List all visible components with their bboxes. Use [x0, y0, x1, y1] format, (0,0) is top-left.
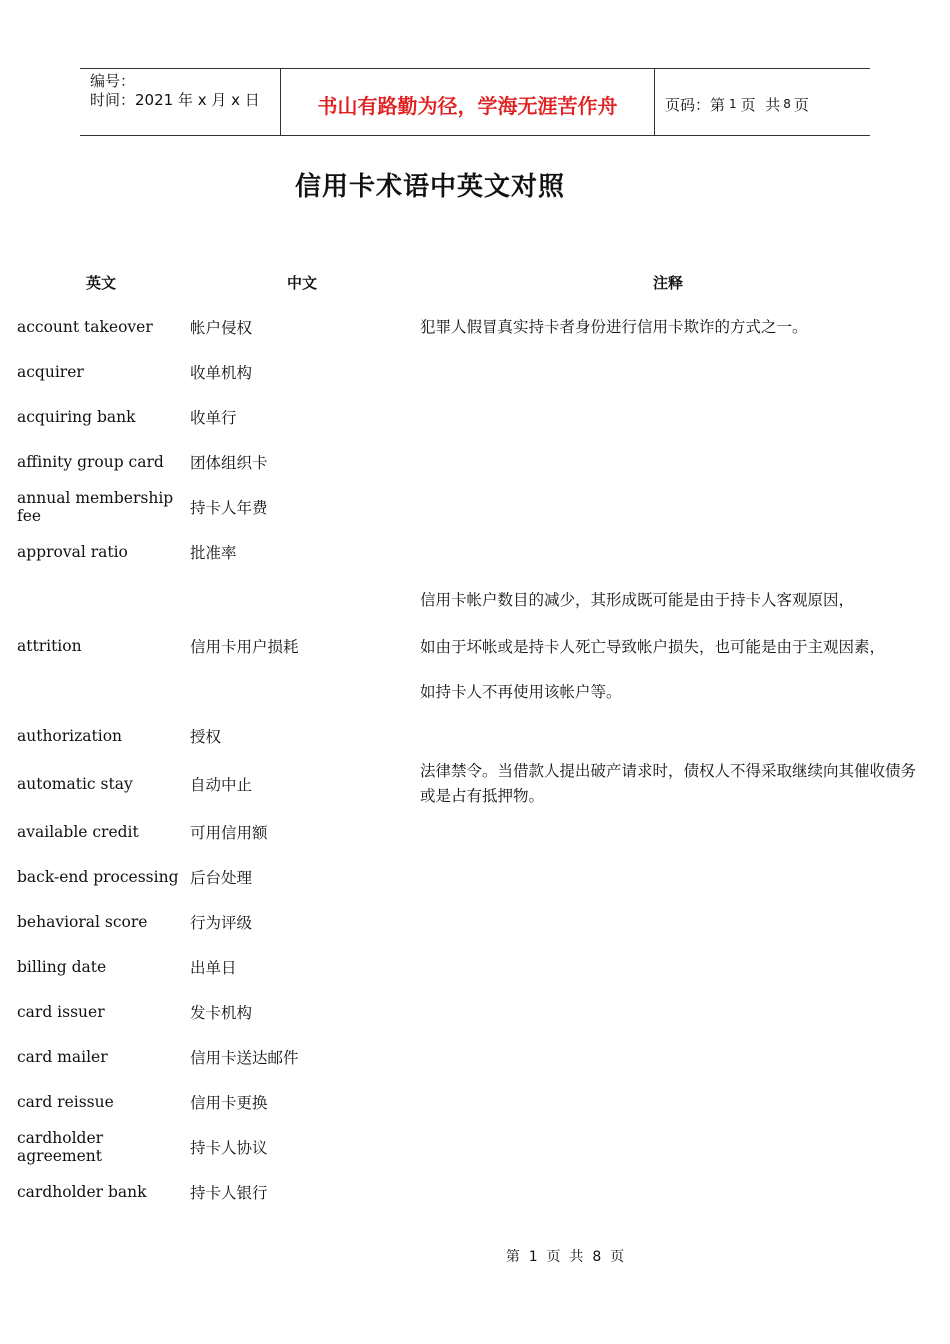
serial-label: 编号：: [90, 72, 136, 90]
term-english: acquiring bank: [17, 408, 136, 426]
term-chinese: 发卡机构: [190, 1004, 253, 1022]
term-english: acquirer: [17, 363, 84, 381]
table-row: [17, 361, 927, 383]
time-label: 时间：2021 年 x 月 x 日: [90, 91, 260, 109]
table-row: [17, 911, 927, 933]
term-chinese: 信用卡更换: [190, 1094, 268, 1112]
page-prefix: 页码：第: [665, 95, 726, 114]
table-row: [17, 1129, 927, 1165]
term-note: [420, 759, 925, 809]
table-row: [17, 406, 927, 428]
term-english: card reissue: [17, 1093, 114, 1111]
term-english: available credit: [17, 823, 139, 841]
header-meta: [80, 69, 281, 135]
term-chinese: 后台处理: [190, 869, 253, 887]
term-english: automatic stay: [17, 775, 133, 793]
term-english: card mailer: [17, 1048, 108, 1066]
header-page-number: [655, 69, 870, 135]
term-chinese: 出单日: [190, 959, 237, 977]
table-row: [17, 866, 927, 888]
term-english: attrition: [17, 637, 82, 655]
term-note: [420, 588, 925, 705]
column-header-english: 英文: [86, 274, 117, 292]
page-footer: 第 1 页 共 8 页: [505, 1249, 625, 1265]
term-english: back-end processing: [17, 868, 179, 886]
page-title: 信用卡术语中英文对照: [294, 172, 565, 202]
term-chinese: 收单机构: [190, 364, 253, 382]
term-chinese: 持卡人银行: [190, 1184, 268, 1202]
table-row: [17, 1181, 927, 1203]
column-header-chinese: 中文: [287, 274, 318, 292]
table-row: [17, 489, 927, 525]
note-line: 犯罪人假冒真实持卡者身份进行信用卡欺诈的方式之一。: [420, 317, 808, 336]
terms-table: [17, 316, 927, 1203]
term-english: cardholder agreement: [17, 1129, 104, 1165]
header-motto: 书山有路勤为径，学海无涯苦作舟: [281, 69, 655, 135]
term-english: billing date: [17, 958, 107, 976]
table-row: [17, 574, 927, 718]
term-english: authorization: [17, 727, 123, 745]
page-total: 8: [783, 97, 791, 111]
term-chinese: 收单行: [190, 409, 237, 427]
term-chinese: 自动中止: [190, 776, 253, 794]
note-line: 信用卡帐户数目的减少，其形成既可能是由于持卡人客观原因，: [420, 590, 855, 609]
table-row: [17, 821, 927, 843]
term-chinese: 批准率: [190, 544, 237, 562]
term-chinese: 信用卡用户损耗: [190, 638, 299, 656]
table-row: [17, 541, 927, 563]
table-row: [17, 1046, 927, 1068]
table-row: [17, 316, 927, 338]
term-chinese: 信用卡送达邮件: [190, 1049, 299, 1067]
term-english: card issuer: [17, 1003, 105, 1021]
term-note: [420, 315, 925, 340]
page-mid: 页 共: [740, 95, 781, 114]
term-chinese: 持卡人协议: [190, 1139, 268, 1157]
table-row: [17, 956, 927, 978]
note-line: 如由于坏帐或是持卡人死亡导致帐户损失，也可能是由于主观因素，: [420, 637, 886, 656]
term-chinese: 团体组织卡: [190, 454, 268, 472]
note-line: 如持卡人不再使用该帐户等。: [420, 682, 622, 701]
page-current: 1: [729, 97, 737, 111]
table-row: [17, 758, 927, 810]
term-english: affinity group card: [17, 453, 164, 471]
term-english: cardholder bank: [17, 1183, 147, 1201]
column-header-notes: 注释: [653, 274, 684, 292]
term-chinese: 帐户侵权: [190, 319, 253, 337]
term-english: account takeover: [17, 318, 153, 336]
term-english: annual membership fee: [17, 489, 174, 525]
term-chinese: 可用信用额: [190, 824, 268, 842]
page-suffix: 页: [793, 95, 809, 114]
document-header: [80, 68, 870, 136]
term-english: approval ratio: [17, 543, 128, 561]
table-row: [17, 451, 927, 473]
table-row: [17, 1091, 927, 1113]
table-row: [17, 1001, 927, 1023]
term-english: behavioral score: [17, 913, 148, 931]
term-chinese: 持卡人年费: [190, 499, 268, 517]
term-chinese: 授权: [190, 728, 222, 746]
note-line: 法律禁令。当借款人提出破产请求时，债权人不得采取继续向其催收债务或是占有抵押物。: [420, 762, 917, 805]
term-chinese: 行为评级: [190, 914, 253, 932]
table-row: [17, 725, 927, 747]
